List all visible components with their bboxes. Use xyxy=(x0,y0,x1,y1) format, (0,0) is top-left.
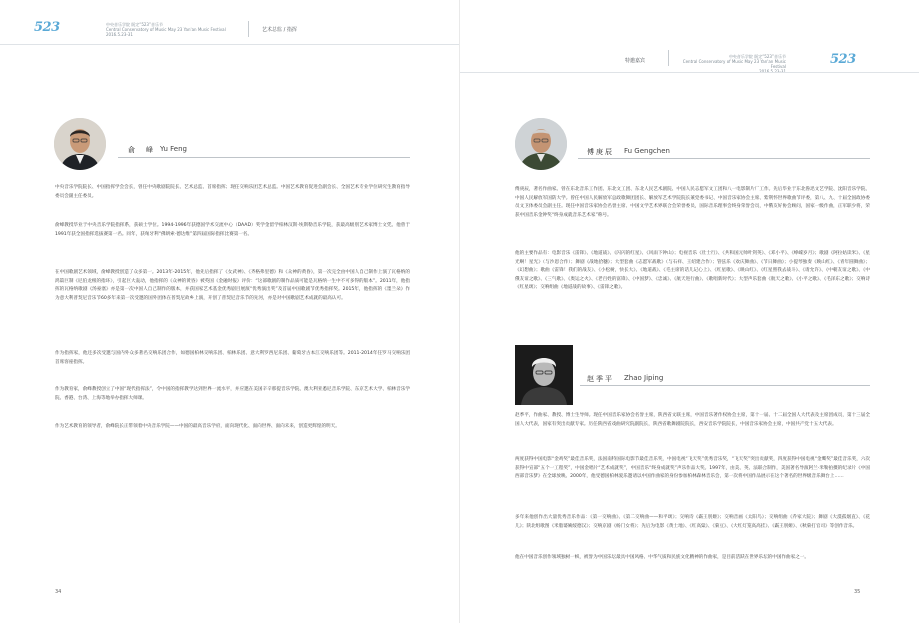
bio-paragraph: 多年来他创作出大量优秀音乐作品：《第一交响曲》、《第二交响曲——和平颂》；交响诗《霸王别姬》；交响音画《太阳鸟》；交响组曲《乔家大院》；舞剧《大漠孤烟直》、《花儿》；陕北组歌图《米脂婆姨绥德汉》；交响京剧《杨门女将》；先后为电影《黄土地》、《红高粱》、《菊豆》、《大红灯笼高高挂》、《霸王别姬》、《秋菊打官司》等创作音乐。 xyxy=(515,515,870,529)
bio-paragraph: 傅庚辰，著名作曲家。曾在东北音乐工作团、东北文工团、东北人民艺术剧院、中国人民志愿军文工团和八一电影制片厂工作。先后毕业于东北鲁迅文艺学院、沈阳音乐学院、中国人民解放军国防大学。曾任中国人民解放军总政歌舞团团长、解放军艺术学院院长兼党委书记、中国音乐家协会主席、紫荆怀世界歌曲节评委，第八、九、十届全国政协委员文卫体委员会副主任。现任中国音乐家协会名誉主席、中国文学艺术界联合会荣誉委员，国际音乐理事会终身荣誉会员，中俄友好协会顾问，国家一级作曲，正军职少将，荣获中国音乐金钟奖“终身成就音乐艺术家”称号。 xyxy=(515,187,870,218)
portrait-yu-feng xyxy=(54,118,106,170)
festival-title-cn: 中央音乐学院 既定“523”音乐节 xyxy=(728,54,786,59)
name-underline xyxy=(118,157,410,158)
bio-paragraph: 俞峰教授毕业于中央音乐学院指挥系，获硕士学位。1994-1996年获德国学术交流中心（DAAD）奖学金留学柏林汉斯·埃斯勒音乐学院，获最高级别艺术家博士文凭。他曾于1991年获全国指挥选拔赛第一名。同年，获匈牙利“佛朗索·德达维”第四届国际指挥比赛第一名。 xyxy=(55,223,410,237)
name-underline xyxy=(580,385,870,386)
header-divider xyxy=(668,50,669,66)
right-page xyxy=(460,0,919,623)
person-name-cn: 赵季平 xyxy=(587,375,614,383)
bio-paragraph: 他在中国音乐创作领域独树一帜，被誉为中国乐坛最具中国风格、中华气质和民族文化精神的作曲家，是目前活跃在世界乐坛的中国作曲家之一。 xyxy=(515,555,810,560)
header-divider xyxy=(248,21,249,37)
bio-paragraph: 赵季平，作曲家、教授、博士生导师。现任中国音乐家协会名誉主席，陕西省文联主席，中国音乐著作权协会主席，第十一届、十二届全国人大代表及主席团成员，第十三届全国人大代表，国家有突出贡献专家。历任陕西省戏曲研究院副院长，陕西省歌舞剧院院长，西安音乐学院院长，中国音乐家协会主席，中国共产党十五大代表。 xyxy=(515,413,870,427)
portrait-zhao-jiping xyxy=(515,345,573,405)
festival-title-en: Central Conservatory of Music May 23 Yan'an Music Festival xyxy=(106,27,226,32)
festival-title-en: Central Conservatory of Music May 23 Yan'an Music Festival xyxy=(682,59,786,69)
section-label: 艺术总监 / 指挥 xyxy=(262,27,297,33)
section-label: 特邀嘉宾 xyxy=(625,58,646,64)
festival-dates: 2016.5.23-31 xyxy=(106,32,133,37)
festival-title-block xyxy=(676,54,786,74)
person-name-en: Yu Feng xyxy=(160,145,187,153)
bio-paragraph: 在中国歌剧艺术领域，俞峰教授创造了众多第一。2013年-2015年，他先后指挥了《女武神》、《齐格弗里德》和《众神的黄昏》，第一次完全由中国人自己制作上演了瓦格纳的鸿篇巨制《尼伯龙根的指环》，引起巨大轰动，他指挥的《众神的黄昏》被英国《金融时报》评价：“这部歌剧的制作品质可能是瓦格纳一生中不可多得的版本”。2011年，他指挥的瓦格纳歌剧《汤豪塞》亦是第一次中国人自己制作的版本，并获国家艺术基金优秀剧目展演“优秀演出奖”及首届中国歌剧节优秀指挥奖。2015年，他指挥的《墨兰朵》作为意大利普契尼音乐节60多年来第一次受邀的国外团体在普契尼故乡上演，开创了普契尼音乐节的先河，亦是对中国歌剧艺术成就的最高认可。 xyxy=(55,270,410,301)
page-number: 35 xyxy=(854,589,861,595)
header-rule xyxy=(460,72,919,73)
person-name-cn: 俞 峰 xyxy=(128,146,155,154)
portrait-fu-gengchen xyxy=(515,118,567,170)
bio-paragraph: 作为艺术教育的领导者，俞峰院长正带领着中央音乐学院——中国的最高音乐学府，面向现代化、面向世界、面向未来，创造更辉煌的明天。 xyxy=(55,424,340,429)
person-name-cn: 傅庚辰 xyxy=(587,148,614,156)
bio-paragraph: 中央音乐学院院长、中国指挥学会会长，曾任中央歌剧院院长、艺术总监、首席指挥；现任交响乐团艺术总监。中国艺术教育促进会副会长、全国艺术专业学位研究生教育指导委员会副主任委员。 xyxy=(55,185,410,199)
person-name-en: Fu Gengchen xyxy=(624,147,670,155)
festival-title-block xyxy=(106,22,226,37)
name-underline xyxy=(578,158,870,159)
bio-paragraph: 作为指挥家，他还多次受邀与国内外众多著名交响乐团合作，如德国柏林交响乐团、柏林乐团、意大利罗西尼乐团、葡萄牙古本江交响乐团等。2011-2014年任罗马交响乐团首席客座指挥。 xyxy=(55,351,410,365)
person-name-en: Zhao Jiping xyxy=(624,374,664,382)
festival-logo: 523 xyxy=(830,52,856,67)
bio-paragraph: 作为教育家，俞峰教授创立了中国“现代指挥法”，令中国的指挥教学达到世界一流水平，并应邀在美国辛辛那提音乐学院、澳大利亚悉尼音乐学院、东京艺术大学、柏林音乐学院、香港、台湾、上海等地举办指挥大师课。 xyxy=(55,387,410,401)
bio-paragraph: 他的主要作品有：电影音乐《雷锋》、《地道战》、《闪闪的红星》、《风雨下钟山》；电视音乐《壮士行》、《共和国元帅叶剑英》、《邓小平》、《峥嵘岁月》；歌剧《阿拉姑读米》、《星光啊！星光》（与沙恩合作）；舞剧《战地拾穗》；大型套曲《志愿军战歌》（与石祥、王绍建合作）；管弦乐《欢庆舞曲》、《节日舞曲》；小提琴独奏《映山红》、《青年圆舞曲》；《幻想曲》；歌曲《雷锋！我们的战友》、《小松树，快长大》、《地道战》、《毛主席的话儿记心上》、《红星歌》、《映山红》、《红星照我去战斗》、《请允许》、《中朝友谊之歌》、《中俄友谊之歌》、《三气歌》、《奥运之火》、《老百姓的富锋》、《中国梦》、《忠诚》、《航天进行曲》、《歌唱新时代》；大型声乐套曲《航天之歌》、《小平之歌》、《毛泽东之歌》；交响诗《红星颂》；交响组曲《地道战的故事》、《雷锋之歌》。 xyxy=(515,251,870,291)
left-page xyxy=(0,0,459,623)
page-number: 34 xyxy=(55,589,62,595)
bio-paragraph: 两度获得中国电影“金鸡奖”最佳音乐奖，法国南特国际电影节最佳音乐奖，中国电视“飞天奖”优秀音乐奖，“飞天奖”突出贡献奖，四度获得中国电视“金鹰奖”最佳音乐奖，六次获得中宣部“五个一工程奖”，中国金唱片“艺术成就奖”，中国音乐“终身成就奖”声乐作品大奖。1997年，由美、英、法联合制作，美国著名导演阿兰·米勒拍摄的纪录片《中国西部音乐梦》在全球放映。2000年，他受德国柏林爱乐邀请以中国作曲家的身份参加柏林森林音乐会，第一次将中国作品展示在这个著名的世界级音乐舞台上…… xyxy=(515,457,870,480)
header-rule xyxy=(0,44,459,45)
festival-title-cn: 中央音乐学院 既定“523”音乐节 xyxy=(106,22,164,27)
festival-logo: 523 xyxy=(34,20,60,35)
